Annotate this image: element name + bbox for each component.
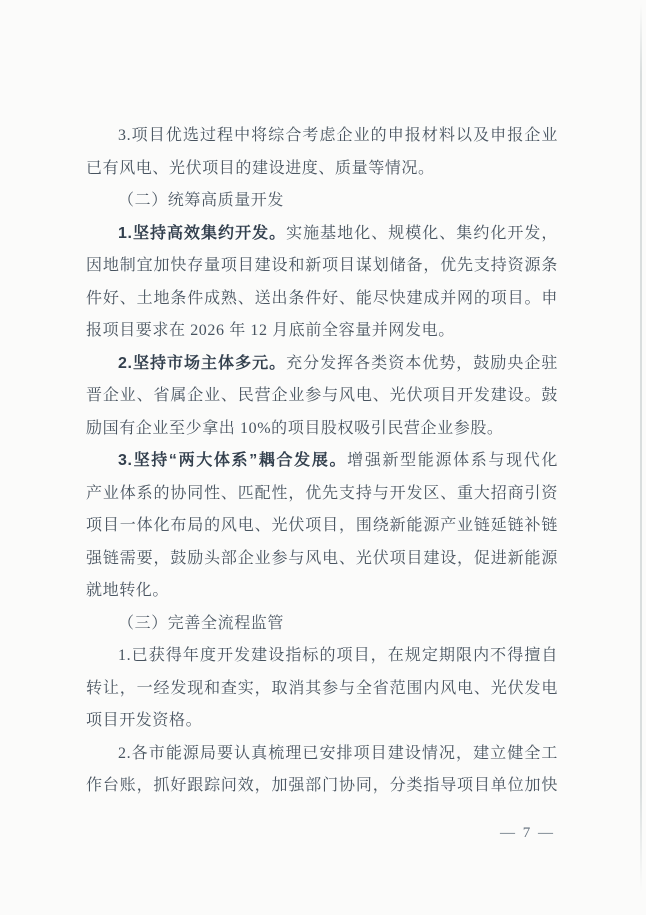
text-line: 已有风电、光伏项目的建设进度、质量等情况。 <box>86 159 435 177</box>
text-line: 项目开发资格。 <box>86 712 203 729</box>
text-line: 转让，一经发现和查实，取消其参与全省范围内风电、光伏发电 <box>86 679 558 697</box>
text-line: 1.已获得年度开发建设指标的项目，在规定期限内不得擅自 <box>118 647 558 664</box>
text-line: 件好、土地条件成熟、送出条件好、能尽快建成并网的项目。申 <box>86 289 558 307</box>
text-line: 因地制宜加快存量项目建设和新项目谋划储备，优先支持资源条 <box>86 257 558 274</box>
text-line: 项目一体化布局的风电、光伏项目，围绕新能源产业链延链补链 <box>86 517 558 534</box>
text-line: 强链需要，鼓励头部企业参与风电、光伏项目建设，促进新能源 <box>86 549 558 567</box>
text-line: 就地转化。 <box>86 582 170 599</box>
line-text: 实施基地化、规模化、集约化开发， <box>286 224 558 242</box>
bold-lead-text: 3.坚持“两大体系”耦合发展。 <box>118 452 348 469</box>
text-line: 3.项目优选过程中将综合考虑企业的申报材料以及申报企业 <box>118 127 558 144</box>
line-text: 增强新型能源体系与现代化 <box>347 452 558 469</box>
text-line: 晋企业、省属企业、民营企业参与风电、光伏项目开发建设。鼓 <box>86 387 558 404</box>
text-line: 作台账，抓好跟踪问效，加强部门协同，分类指导项目单位加快 <box>86 777 558 794</box>
text-line <box>86 445 558 478</box>
text-line: 报项目要求在 2026 年 12 月底前全容量并网发电。 <box>86 322 455 339</box>
text-line: 产业体系的协同性、匹配性，优先支持与开发区、重大招商引资 <box>86 484 558 502</box>
text-line <box>86 348 558 381</box>
section-heading: （二）统筹高质量开发 <box>118 192 285 209</box>
text-line: 2.各市能源局要认真梳理已安排项目建设情况，建立健全工 <box>118 744 558 762</box>
document-body <box>86 120 558 803</box>
text-line: 励国有企业至少拿出 10%的项目股权吸引民营企业参股。 <box>86 419 504 437</box>
bold-lead-text: 2.坚持市场主体多元。 <box>118 354 287 372</box>
section-heading: （三）完善全流程监管 <box>118 614 285 632</box>
line-text: 充分发挥各类资本优势，鼓励央企驻 <box>286 354 558 372</box>
scan-edge-line <box>640 4 642 892</box>
bold-lead-text: 1.坚持高效集约开发。 <box>118 224 287 242</box>
text-line <box>86 218 558 251</box>
page-number: — 7 — <box>500 825 555 841</box>
